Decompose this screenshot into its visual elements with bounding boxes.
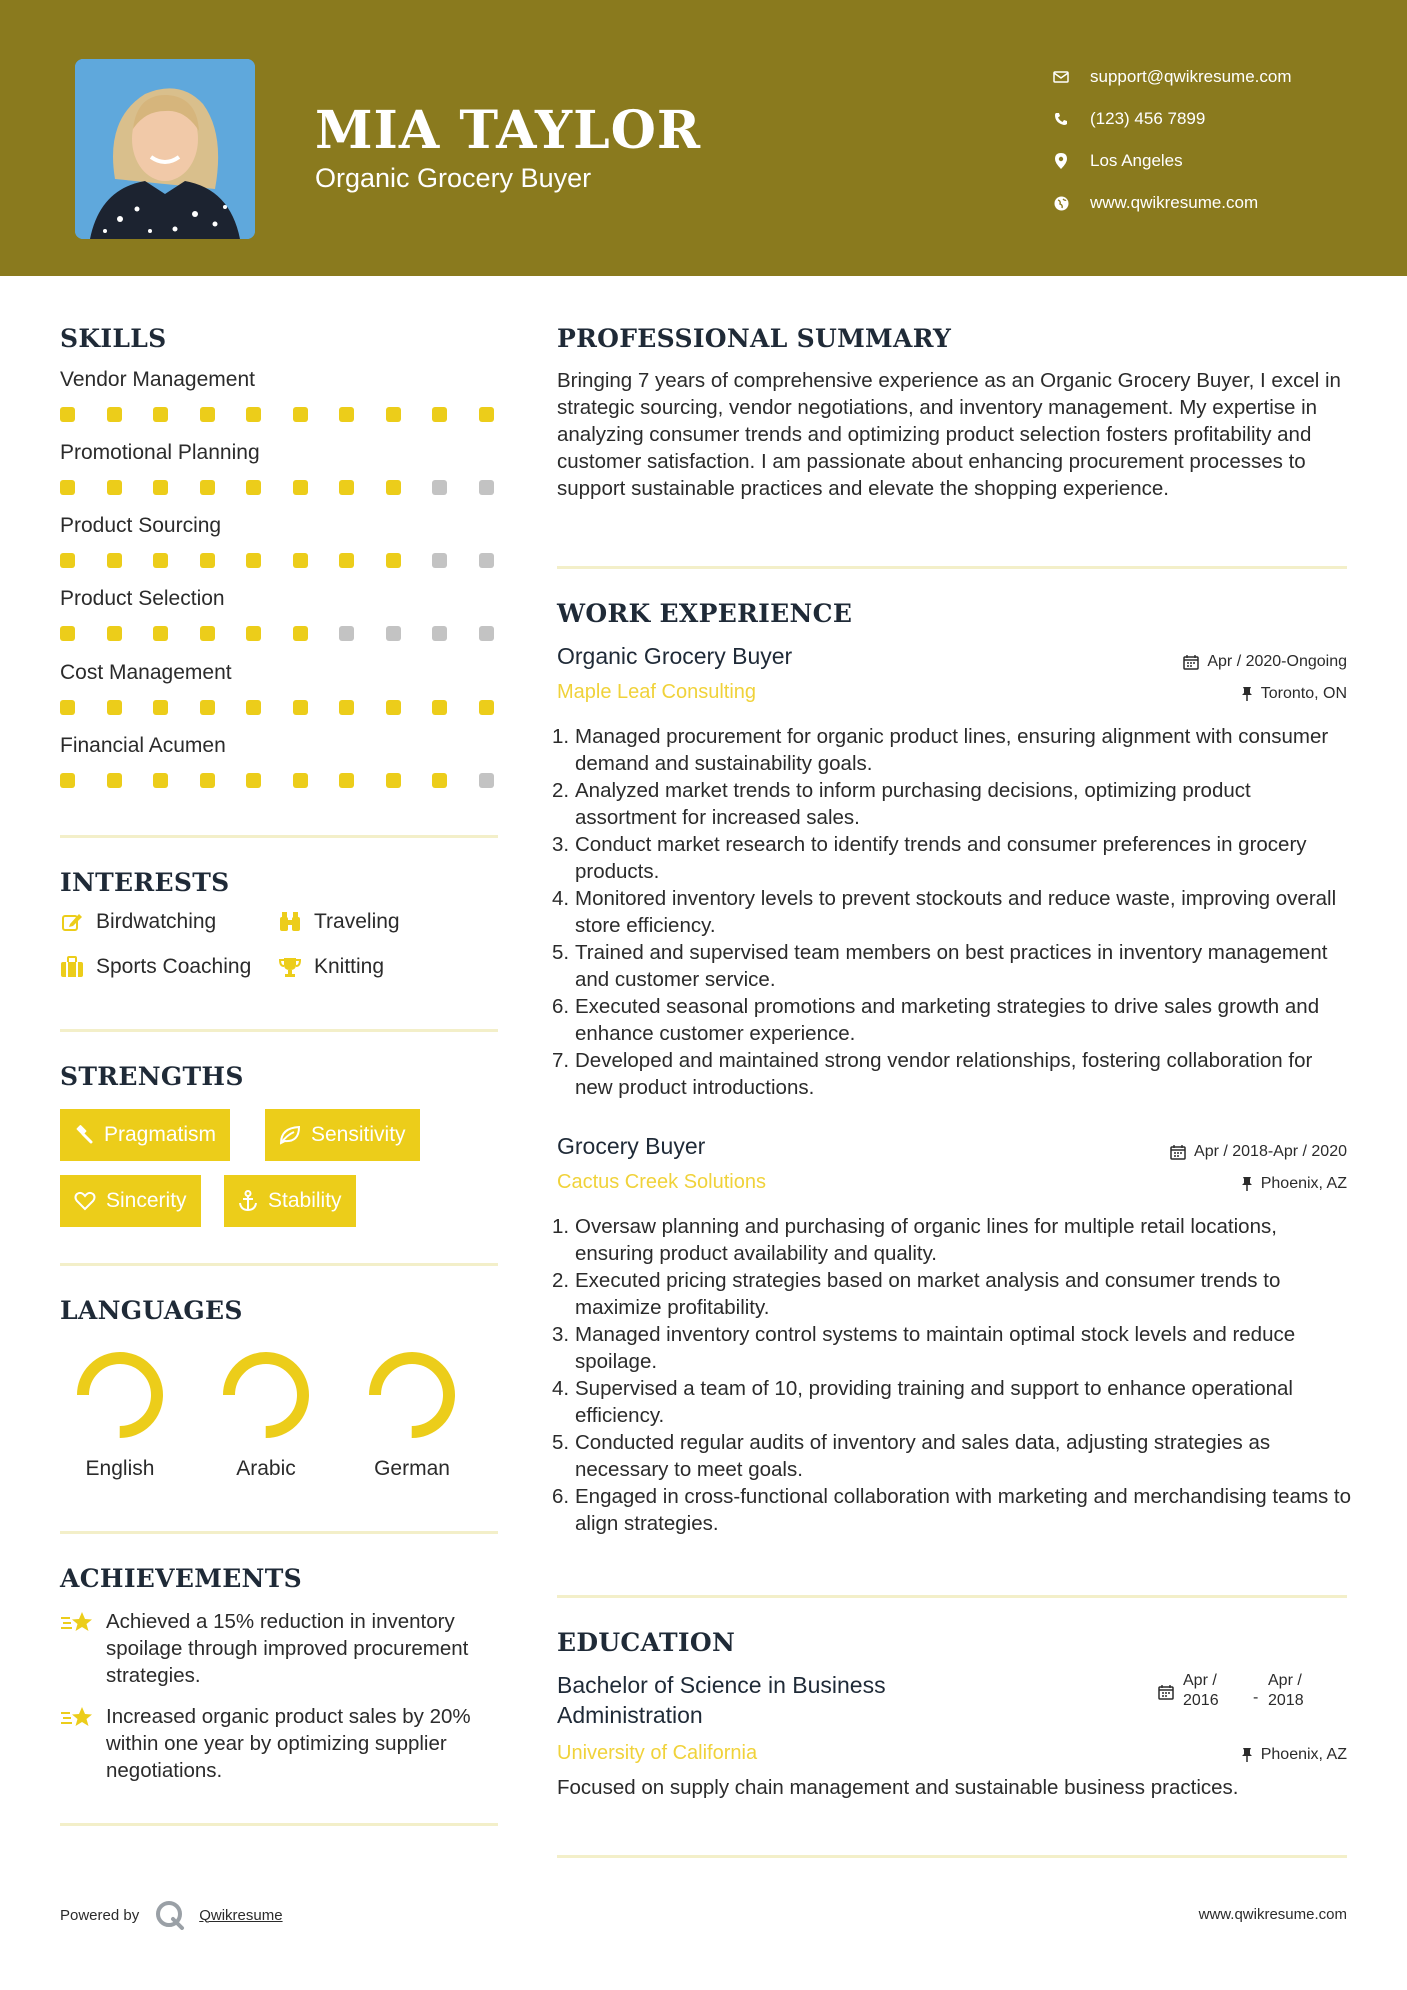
- skill-dot-filled: [339, 700, 354, 715]
- contact-email[interactable]: [1050, 56, 1292, 98]
- skill-rating: [60, 553, 525, 568]
- leaf-icon: [279, 1125, 301, 1145]
- bullet-text: Supervised a team of 10, providing training and support to enhance operational efficiency.: [575, 1377, 1293, 1427]
- bullet-number: 2.: [552, 1269, 570, 1292]
- education-dates: [1158, 1672, 1348, 1716]
- skill-dot-filled: [107, 773, 122, 788]
- interest-item: [278, 910, 400, 934]
- heart-icon: [74, 1191, 96, 1211]
- footer-powered-by: [60, 1900, 283, 1930]
- divider: [60, 835, 498, 838]
- job-bullet: [552, 723, 1352, 777]
- interest-item: [60, 955, 251, 979]
- job-bullet: [552, 1213, 1352, 1267]
- divider: [60, 1823, 498, 1826]
- candidate-name: MIA TAYLOR: [315, 100, 702, 161]
- bullet-text: Monitored inventory levels to prevent stockouts and reduce waste, improving overall store efficiency.: [575, 887, 1337, 937]
- contact-phone[interactable]: [1050, 98, 1292, 140]
- skill-name: Product Sourcing: [60, 514, 222, 537]
- skill-dot-filled: [246, 480, 261, 495]
- skill-dot-filled: [339, 773, 354, 788]
- degree-line: Bachelor of Science in Business: [557, 1672, 886, 1698]
- summary-text: Bringing 7 years of comprehensive experience as an Organic Grocery Buyer, I excel in strategic sourcing, vendor negotiations, and inventory management. My expertise in analyzing consumer trends and optimizing product selection fosters profitability and customer satisfaction. I am passionate about enhancing procurement processes to support sustainable practices and elevate the shopping experience.: [557, 369, 1341, 500]
- skill-dot-filled: [107, 480, 122, 495]
- skill-dot-empty: [432, 626, 447, 641]
- skill-dot-filled: [293, 553, 308, 568]
- calendar-icon: [1183, 654, 1199, 670]
- strength-badge: [60, 1175, 201, 1227]
- job-bullet: [552, 777, 1352, 831]
- strength-badge: [224, 1175, 356, 1227]
- skill-dot-filled: [60, 407, 75, 422]
- bullet-text: Executed seasonal promotions and marketing strategies to drive sales growth and enhance customer experience.: [575, 995, 1320, 1045]
- contact-list: [1050, 56, 1292, 224]
- summary-heading: PROFESSIONAL SUMMARY: [557, 324, 952, 353]
- education-description: Focused on supply chain management and sustainable business practices.: [557, 1776, 1239, 1799]
- interest-item: [278, 955, 384, 979]
- contact-email-text: support@qwikresume.com: [1090, 67, 1292, 86]
- pencil-icon: [60, 910, 84, 934]
- skill-dot-filled: [432, 773, 447, 788]
- skill-dot-filled: [293, 480, 308, 495]
- bullet-number: 5.: [552, 941, 570, 964]
- skill-name: Financial Acumen: [60, 734, 226, 757]
- envelope-icon: [1050, 71, 1072, 83]
- qwikresume-link[interactable]: Qwikresume: [199, 1906, 283, 1924]
- interest-label: Sports Coaching: [96, 955, 252, 978]
- bullet-text: Oversaw planning and purchasing of organic lines for multiple retail locations, ensuring product availability and quality.: [575, 1215, 1277, 1265]
- job-bullet: [552, 1047, 1352, 1101]
- job-bullet: [552, 1375, 1352, 1429]
- strength-label: Stability: [268, 1189, 342, 1212]
- strength-label: Sensitivity: [311, 1123, 406, 1146]
- bullet-number: 2.: [552, 779, 570, 802]
- skill-name: Product Selection: [60, 587, 225, 610]
- language-ring-arc: [83, 1358, 157, 1432]
- language-ring: [218, 1347, 314, 1443]
- job-bullet: [552, 1321, 1352, 1375]
- school-name: University of California: [557, 1742, 758, 1764]
- skill-dot-filled: [60, 553, 75, 568]
- skill-rating: [60, 700, 525, 715]
- profile-photo: [75, 59, 255, 239]
- pushpin-icon: [1241, 1176, 1253, 1192]
- education-location-text: Phoenix, AZ: [1260, 1746, 1347, 1763]
- skill-dot-filled: [339, 407, 354, 422]
- skill-dot-filled: [339, 553, 354, 568]
- language-ring-arc: [229, 1358, 303, 1432]
- interest-label: Birdwatching: [96, 910, 217, 933]
- education-heading: EDUCATION: [557, 1628, 736, 1657]
- job-bullets: [552, 1213, 1352, 1537]
- skill-dot-filled: [153, 407, 168, 422]
- job-dates: [1183, 653, 1347, 671]
- skill-dot-filled: [153, 480, 168, 495]
- job-bullet: [552, 1483, 1352, 1537]
- skill-dot-filled: [293, 407, 308, 422]
- job-dates-text: Apr / 2020-Ongoing: [1207, 653, 1347, 670]
- bullet-text: Managed procurement for organic product lines, ensuring alignment with consumer demand and sustainability goals.: [575, 725, 1329, 775]
- skill-dot-empty: [339, 626, 354, 641]
- gavel-icon: [74, 1125, 94, 1145]
- strength-label: Sincerity: [106, 1189, 187, 1212]
- skill-dot-filled: [153, 626, 168, 641]
- skill-dot-filled: [107, 700, 122, 715]
- bullet-number: 5.: [552, 1431, 570, 1454]
- skill-dot-filled: [293, 700, 308, 715]
- candidate-title: Organic Grocery Buyer: [315, 163, 592, 193]
- skill-dot-filled: [60, 700, 75, 715]
- job-bullet: [552, 1429, 1352, 1483]
- job-location: [1241, 1175, 1347, 1193]
- skill-dot-filled: [153, 773, 168, 788]
- pushpin-icon: [1241, 686, 1253, 702]
- language-label: Arabic: [236, 1457, 296, 1480]
- bullet-text: Trained and supervised team members on best practices in inventory management and customer service.: [575, 941, 1328, 991]
- bullet-text: Managed inventory control systems to maintain optimal stock levels and reduce spoilage.: [575, 1323, 1296, 1373]
- language-ring-arc: [375, 1358, 449, 1432]
- job-bullet: [552, 831, 1352, 885]
- bullet-text: Conduct market research to identify trends and consumer preferences in grocery products.: [575, 833, 1307, 883]
- job-bullet: [552, 993, 1352, 1047]
- trophy-icon: [278, 955, 302, 979]
- divider: [60, 1029, 498, 1032]
- skill-dot-filled: [60, 773, 75, 788]
- experience-heading: WORK EXPERIENCE: [557, 599, 853, 628]
- skill-rating: [60, 626, 525, 641]
- skill-rating: [60, 480, 525, 495]
- skill-dot-filled: [293, 773, 308, 788]
- bullet-text: Conducted regular audits of inventory and sales data, adjusting strategies as necessary to meet goals.: [575, 1431, 1271, 1481]
- bullet-number: 3.: [552, 833, 570, 856]
- bullet-text: Developed and maintained strong vendor relationships, fostering collaboration for new product introductions.: [575, 1049, 1313, 1099]
- globe-icon: [1050, 196, 1072, 211]
- skill-dot-filled: [107, 553, 122, 568]
- bullet-number: 4.: [552, 1377, 570, 1400]
- skill-dot-filled: [107, 407, 122, 422]
- job-dates: [1170, 1143, 1347, 1161]
- achievement-item: [60, 1608, 500, 1689]
- language-ring: [364, 1347, 460, 1443]
- calendar-icon: [1170, 1144, 1186, 1160]
- skill-rating: [60, 773, 525, 788]
- skill-dot-filled: [479, 700, 494, 715]
- shooting-star-icon: [60, 1703, 96, 1784]
- map-pin-icon: [1050, 153, 1072, 169]
- skill-dot-filled: [107, 626, 122, 641]
- divider: [60, 1263, 498, 1266]
- skill-dot-filled: [479, 407, 494, 422]
- binoculars-icon: [278, 910, 302, 934]
- interest-item: [60, 910, 216, 934]
- achievement-item: [60, 1703, 500, 1784]
- skill-dot-empty: [479, 553, 494, 568]
- education-start-month: Apr /: [1183, 1672, 1217, 1689]
- bullet-number: 6.: [552, 1485, 570, 1508]
- language-item: [352, 1347, 472, 1481]
- skill-dot-filled: [386, 553, 401, 568]
- qwikresume-logo-icon: [155, 1900, 185, 1930]
- skill-dot-filled: [386, 407, 401, 422]
- interest-label: Traveling: [314, 910, 400, 933]
- phone-icon: [1050, 112, 1072, 126]
- language-label: English: [85, 1457, 155, 1480]
- skill-dot-filled: [246, 700, 261, 715]
- job-title: Grocery Buyer: [557, 1133, 706, 1159]
- education-location: [1241, 1746, 1347, 1764]
- divider: [557, 1595, 1347, 1598]
- language-item: [206, 1347, 326, 1481]
- company-name: Cactus Creek Solutions: [557, 1171, 766, 1193]
- bullet-number: 6.: [552, 995, 570, 1018]
- skill-dot-empty: [479, 626, 494, 641]
- language-ring: [72, 1347, 168, 1443]
- skills-heading: SKILLS: [60, 324, 167, 353]
- pushpin-icon: [1241, 1747, 1253, 1763]
- skill-dot-empty: [479, 773, 494, 788]
- skill-dot-filled: [386, 700, 401, 715]
- resume-header: [0, 0, 1407, 276]
- education-end-month: Apr /: [1268, 1672, 1302, 1689]
- language-item: [60, 1347, 180, 1481]
- job-bullet: [552, 1267, 1352, 1321]
- anchor-icon: [238, 1190, 258, 1212]
- skill-dot-empty: [479, 480, 494, 495]
- skill-dot-filled: [60, 480, 75, 495]
- briefcase-icon: [60, 955, 84, 979]
- skill-dot-filled: [153, 553, 168, 568]
- skill-dot-filled: [246, 553, 261, 568]
- job-bullets: [552, 723, 1352, 1101]
- skill-dot-empty: [432, 480, 447, 495]
- skill-dot-filled: [200, 700, 215, 715]
- skill-dot-filled: [200, 626, 215, 641]
- job-bullet: [552, 939, 1352, 993]
- skill-dot-filled: [432, 407, 447, 422]
- contact-location: [1050, 140, 1292, 182]
- skill-name: Cost Management: [60, 661, 232, 684]
- contact-location-text: Los Angeles: [1090, 151, 1183, 170]
- skill-name: Vendor Management: [60, 368, 255, 391]
- job-location-text: Phoenix, AZ: [1260, 1175, 1347, 1192]
- skill-dot-empty: [386, 626, 401, 641]
- skill-dot-filled: [200, 553, 215, 568]
- degree-line: Administration: [557, 1702, 703, 1728]
- bullet-number: 1.: [552, 1215, 570, 1238]
- bullet-text: Engaged in cross-functional collaboration with marketing and merchandising teams to align strategies.: [575, 1485, 1352, 1535]
- divider: [60, 1531, 498, 1534]
- job-bullet: [552, 885, 1352, 939]
- powered-by-text: Powered by: [60, 1906, 140, 1924]
- bullet-text: Executed pricing strategies based on market analysis and consumer trends to maximize profitability.: [575, 1269, 1281, 1319]
- bullet-number: 3.: [552, 1323, 570, 1346]
- company-name: Maple Leaf Consulting: [557, 681, 757, 703]
- job-location: [1241, 685, 1347, 703]
- skill-dot-filled: [246, 626, 261, 641]
- skill-dot-filled: [432, 700, 447, 715]
- skill-dot-filled: [386, 480, 401, 495]
- skill-dot-filled: [153, 700, 168, 715]
- interests-heading: INTERESTS: [60, 868, 230, 897]
- strength-badge: [60, 1109, 230, 1161]
- contact-website-text: www.qwikresume.com: [1090, 193, 1259, 212]
- language-label: German: [374, 1457, 450, 1480]
- skill-dot-filled: [200, 480, 215, 495]
- skill-dot-filled: [293, 626, 308, 641]
- job-location-text: Toronto, ON: [1260, 685, 1347, 702]
- strength-badge: [265, 1109, 420, 1161]
- bullet-number: 1.: [552, 725, 570, 748]
- skill-dot-filled: [339, 480, 354, 495]
- bullet-number: 4.: [552, 887, 570, 910]
- contact-website[interactable]: [1050, 182, 1292, 224]
- bullet-number: 7.: [552, 1049, 570, 1072]
- skill-dot-filled: [386, 773, 401, 788]
- strengths-heading: STRENGTHS: [60, 1062, 244, 1091]
- job-title: Organic Grocery Buyer: [557, 643, 793, 669]
- skill-dot-filled: [246, 407, 261, 422]
- calendar-icon: [1158, 1684, 1174, 1705]
- achievement-text: Increased organic product sales by 20% within one year by optimizing supplier negotiations.: [106, 1705, 471, 1782]
- achievement-text: Achieved a 15% reduction in inventory spoilage through improved procurement strategies.: [106, 1610, 469, 1687]
- footer-website[interactable]: www.qwikresume.com: [1198, 1906, 1347, 1923]
- skill-dot-filled: [200, 773, 215, 788]
- divider: [557, 566, 1347, 569]
- interest-label: Knitting: [314, 955, 385, 978]
- strength-label: Pragmatism: [104, 1123, 217, 1146]
- skill-dot-filled: [200, 407, 215, 422]
- skill-dot-empty: [432, 553, 447, 568]
- skill-dot-filled: [246, 773, 261, 788]
- skill-name: Promotional Planning: [60, 441, 260, 464]
- shooting-star-icon: [60, 1608, 96, 1689]
- job-dates-text: Apr / 2018-Apr / 2020: [1194, 1143, 1347, 1160]
- education-start-year: 2016: [1183, 1692, 1219, 1709]
- skill-rating: [60, 407, 525, 422]
- contact-phone-text: (123) 456 7899: [1090, 109, 1206, 128]
- date-separator: -: [1253, 1689, 1259, 1706]
- divider: [557, 1855, 1347, 1858]
- skill-dot-filled: [60, 626, 75, 641]
- languages-heading: LANGUAGES: [60, 1296, 243, 1325]
- achievements-heading: ACHIEVEMENTS: [60, 1564, 302, 1593]
- education-end-year: 2018: [1268, 1692, 1304, 1709]
- bullet-text: Analyzed market trends to inform purchasing decisions, optimizing product assortment for increased sales.: [575, 779, 1251, 829]
